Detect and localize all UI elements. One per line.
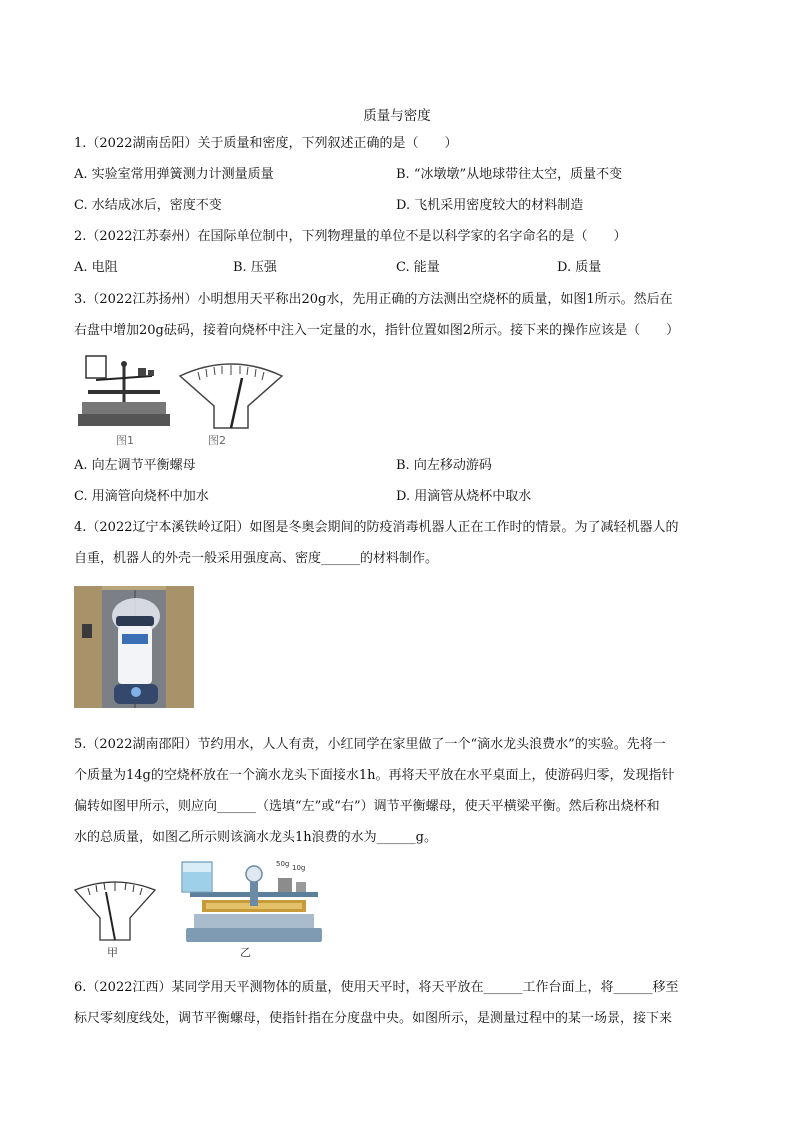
q2-stem: 2.（2022江苏泰州）在国际单位制中，下列物理量的单位不是以科学家的名字命名的是（ ）	[74, 229, 627, 244]
q4-disinfection-robot-photo	[74, 586, 194, 708]
q5-figure-yi-balance-image	[176, 854, 332, 946]
q3-stem-line1: 3.（2022江苏扬州）小明想用天平称出20g水，先用正确的方法测出空烧杯的质量，如图1所示。然后在	[74, 292, 673, 307]
q3-option-c: C. 用滴管向烧杯中加水	[74, 489, 209, 504]
q3-option-b: B. 向左移动游码	[396, 458, 492, 473]
q3-figure2-dial-image	[176, 358, 286, 430]
q3-option-a: A. 向左调节平衡螺母	[74, 458, 196, 473]
q5-figure-yi-label: 乙	[240, 946, 251, 959]
q5-figure-jia-label: 甲	[107, 946, 118, 959]
q5-stem-line3: 偏转如图甲所示，则应向______（选填“左”或“右”）调节平衡螺母，使天平横梁平衡。然后称出烧杯和	[74, 799, 660, 814]
q5-weight-10g-label: 10g	[292, 864, 306, 872]
q3-figure2-label: 图2	[208, 434, 226, 447]
q1-option-a: A. 实验室常用弹簧测力计测量质量	[74, 167, 274, 182]
q2-option-c: C. 能量	[396, 260, 440, 275]
q3-figure1-balance-image	[74, 352, 174, 434]
q1-stem: 1.（2022湖南岳阳）关于质量和密度，下列叙述正确的是（ ）	[74, 136, 458, 151]
q2-option-a: A. 电阻	[74, 260, 118, 275]
q5-weight-50g-label: 50g	[276, 860, 290, 868]
q6-stem-line2: 标尺零刻度线处，调节平衡螺母，使指针指在分度盘中央。如图所示，是测量过程中的某一场景，接下来	[74, 1011, 673, 1026]
q5-figure-jia-dial-image	[72, 878, 158, 944]
q5-stem-line4: 水的总质量，如图乙所示则该滴水龙头1h浪费的水为______g。	[74, 830, 437, 845]
q1-option-d: D. 飞机采用密度较大的材料制造	[396, 198, 584, 213]
q2-option-d: D. 质量	[557, 260, 602, 275]
q1-option-c: C. 水结成冰后，密度不变	[74, 198, 222, 213]
q2-option-b: B. 压强	[233, 260, 277, 275]
q5-stem-line2: 个质量为14g的空烧杯放在一个滴水龙头下面接水1h。再将天平放在水平桌面上，使游码归零，发现指针	[74, 768, 675, 783]
page-title: 质量与密度	[363, 108, 431, 124]
q4-stem-line2: 自重，机器人的外壳一般采用强度高、密度______的材料制作。	[74, 551, 439, 566]
q3-stem-line2: 右盘中增加20g砝码，接着向烧杯中注入一定量的水，指针位置如图2所示。接下来的操作应该是（ ）	[74, 323, 680, 338]
q1-option-b: B. “冰墩墩”从地球带往太空，质量不变	[396, 167, 623, 182]
q5-stem-line1: 5.（2022湖南邵阳）节约用水，人人有责，小红同学在家里做了一个“滴水龙头浪费水”的实验。先将一	[74, 737, 666, 752]
q3-figure1-label: 图1	[116, 434, 134, 447]
q3-option-d: D. 用滴管从烧杯中取水	[396, 489, 532, 504]
q4-stem-line1: 4.（2022辽宁本溪铁岭辽阳）如图是冬奥会期间的防疫消毒机器人正在工作时的情景。为了减轻机器人的	[74, 520, 679, 535]
q6-stem-line1: 6.（2022江西）某同学用天平测物体的质量，使用天平时，将天平放在______工作台面上，将______移至	[74, 980, 679, 995]
